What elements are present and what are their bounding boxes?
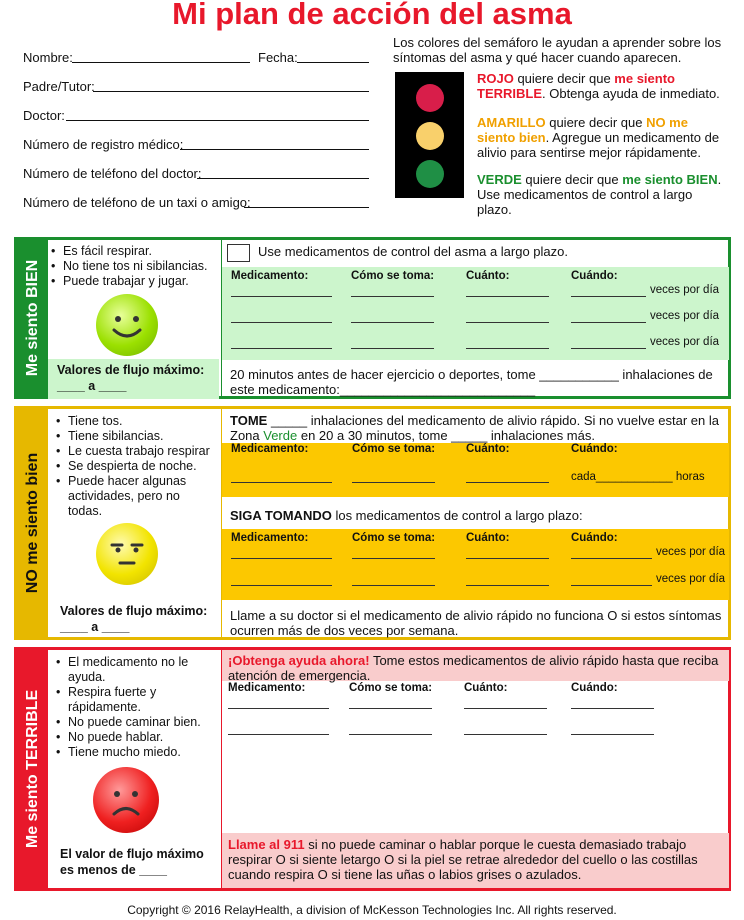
yellow-symptoms xyxy=(56,414,216,519)
list-item: • Tiene sibilancias. xyxy=(56,429,216,444)
med-field[interactable] xyxy=(228,708,329,709)
col-header-cuando: Cuándo: xyxy=(571,443,618,455)
list-item: • No tiene tos ni sibilancias. xyxy=(51,259,208,274)
veces-label: veces por día xyxy=(650,284,720,296)
green-symptoms xyxy=(51,244,208,289)
col-header-cuanto: Cuánto: xyxy=(466,270,510,282)
record-label: Número de registro médico: xyxy=(23,137,184,152)
when-field[interactable] xyxy=(571,322,646,323)
green-med-table xyxy=(222,267,729,360)
how-field[interactable] xyxy=(352,558,435,559)
happy-face-icon xyxy=(96,294,158,356)
col-header-cuando: Cuándo: xyxy=(571,270,618,282)
page-title: Mi plan de acción del asma xyxy=(172,0,572,31)
when-field[interactable] xyxy=(571,585,652,586)
date-label: Fecha: xyxy=(258,50,298,65)
yellow-zone xyxy=(14,406,731,640)
med-field[interactable] xyxy=(231,558,332,559)
when-field[interactable] xyxy=(571,558,652,559)
when-field[interactable] xyxy=(571,296,646,297)
doctor-field[interactable] xyxy=(66,120,369,121)
how-field[interactable] xyxy=(349,708,432,709)
help-text: ¡Obtenga ayuda ahora! Tome estos medicamentos de alivio rápido hasta que reciba atención de emergencia. xyxy=(228,653,719,683)
neutral-face-icon xyxy=(96,523,158,585)
traffic-light-icon xyxy=(395,72,464,198)
list-item: • Es fácil respirar. xyxy=(51,244,208,259)
med-field[interactable] xyxy=(228,734,329,735)
green-flow-range[interactable]: ____ a ____ xyxy=(57,379,127,393)
control-checkbox[interactable] xyxy=(227,244,250,262)
list-item: • No puede hablar. xyxy=(56,730,214,745)
veces-label: veces por día xyxy=(656,573,726,585)
amount-field[interactable] xyxy=(466,322,549,323)
how-field[interactable] xyxy=(351,322,434,323)
green-right-panel xyxy=(221,240,728,396)
date-field[interactable] xyxy=(297,62,369,63)
doctor-phone-field[interactable] xyxy=(197,178,369,179)
veces-label: veces por día xyxy=(656,546,726,558)
yellow-right-panel xyxy=(221,409,728,637)
green-flow-label: Valores de flujo máximo: xyxy=(57,363,205,377)
call-text: Llame al 911 si no puede caminar o hablar porque le cuesta demasiado trabajo respirar O si siente letargo O si la piel se retrae alrededor del cuello o las costillas cuando respira O si tiene las uñas o labios grises o azulados. xyxy=(228,837,698,882)
doctor-label: Doctor: xyxy=(23,108,65,123)
checkbox-label: Use medicamentos de control del asma a largo plazo. xyxy=(258,244,568,259)
how-field[interactable] xyxy=(351,296,434,297)
exercise-text: 20 minutos antes de hacer ejercicio o deportes, tome ___________ inhalaciones de este medicamento:___________________________ xyxy=(230,367,713,397)
yellow-light-icon xyxy=(416,122,444,150)
col-header-cuanto: Cuánto: xyxy=(464,682,508,694)
list-item: • Tiene tos. xyxy=(56,414,216,429)
list-item: • Le cuesta trabajo respirar xyxy=(56,444,216,459)
med-field[interactable] xyxy=(231,296,332,297)
yellow-med-table-2 xyxy=(222,529,729,600)
col-header-como: Cómo se toma: xyxy=(351,270,435,282)
tome-text: TOME _____ inhalaciones del medicamento de alivio rápido. Si no vuelve estar en la Zona Verde en 20 a 30 minutos, tome _____ inhalaciones más. xyxy=(230,413,720,443)
when-field[interactable] xyxy=(571,348,646,349)
col-header-cuando: Cuándo: xyxy=(571,532,618,544)
list-item: • El medicamento no le ayuda. xyxy=(56,655,214,685)
parent-label: Padre/Tutor: xyxy=(23,79,95,94)
green-left-panel xyxy=(48,240,219,396)
how-field[interactable] xyxy=(351,348,434,349)
col-header-como: Cómo se toma: xyxy=(352,532,436,544)
amount-field[interactable] xyxy=(466,348,549,349)
veces-label: veces por día xyxy=(650,310,720,322)
yellow-flow-range[interactable]: ____ a ____ xyxy=(60,620,130,634)
amount-field[interactable] xyxy=(466,482,549,483)
red-symptoms xyxy=(56,655,214,760)
green-light-icon xyxy=(416,160,444,188)
record-field[interactable] xyxy=(180,149,369,150)
how-field[interactable] xyxy=(349,734,432,735)
when-field[interactable] xyxy=(571,734,654,735)
amount-field[interactable] xyxy=(466,558,549,559)
footer: Copyright © 2016 RelayHealth, a division of McKesson Technologies Inc. All rights reserved. xyxy=(127,903,617,917)
col-header-cuanto: Cuánto: xyxy=(466,443,510,455)
legend-yellow: AMARILLO quiere decir que NO me siento bien. Agregue un medicamento de alivio para sentirse mejor rápidamente. xyxy=(477,115,720,160)
med-field[interactable] xyxy=(231,322,332,323)
list-item: • Puede trabajar y jugar. xyxy=(51,274,208,289)
col-header-medicamento: Medicamento: xyxy=(231,443,309,455)
cada-label: cada____________ horas xyxy=(571,471,705,483)
name-field[interactable] xyxy=(72,62,250,63)
list-item: • Se despierta de noche. xyxy=(56,459,216,474)
green-zone-tab: Me siento BIEN xyxy=(17,240,48,396)
list-item: • No puede caminar bien. xyxy=(56,715,214,730)
siga-text: SIGA TOMANDO los medicamentos de control a largo plazo: xyxy=(230,508,583,523)
col-header-cuanto: Cuánto: xyxy=(466,532,510,544)
red-right-panel xyxy=(221,650,728,888)
legend-red: ROJO quiere decir que me siento TERRIBLE. Obtenga ayuda de inmediato. xyxy=(477,71,720,101)
veces-label: veces por día xyxy=(650,336,720,348)
list-item: • Puede hacer algunas actividades, pero no todas. xyxy=(56,474,216,519)
col-header-medicamento: Medicamento: xyxy=(228,682,306,694)
sad-face-icon xyxy=(93,767,159,833)
taxi-phone-field[interactable] xyxy=(244,207,369,208)
med-field[interactable] xyxy=(231,585,332,586)
red-light-icon xyxy=(416,84,444,112)
col-header-medicamento: Medicamento: xyxy=(231,532,309,544)
parent-field[interactable] xyxy=(93,91,369,92)
legend-green: VERDE quiere decir que me siento BIEN. Use medicamentos de control a largo plazo. xyxy=(477,172,722,217)
how-field[interactable] xyxy=(352,585,435,586)
red-zone-tab: Me siento TERRIBLE xyxy=(17,650,48,888)
legend-intro: Los colores del semáforo le ayudan a aprender sobre los síntomas del asma y qué hacer cuando aparecen. xyxy=(393,35,722,65)
red-left-panel xyxy=(48,650,220,888)
amount-field[interactable] xyxy=(466,585,549,586)
list-item: • Tiene mucho miedo. xyxy=(56,745,214,760)
when-field[interactable] xyxy=(571,708,654,709)
med-field[interactable] xyxy=(231,482,332,483)
med-field[interactable] xyxy=(231,348,332,349)
doctor-phone-label: Número de teléfono del doctor: xyxy=(23,166,202,181)
amount-field[interactable] xyxy=(464,734,547,735)
col-header-como: Cómo se toma: xyxy=(349,682,433,694)
col-header-medicamento: Medicamento: xyxy=(231,270,309,282)
name-label: Nombre: xyxy=(23,50,73,65)
yellow-zone-tab: NO me siento bien xyxy=(17,409,48,637)
col-header-como: Cómo se toma: xyxy=(352,443,436,455)
col-header-cuando: Cuándo: xyxy=(571,682,618,694)
list-item: • Respira fuerte y rápidamente. xyxy=(56,685,214,715)
yellow-left-panel xyxy=(48,409,220,637)
taxi-phone-label: Número de teléfono de un taxi o amigo: xyxy=(23,195,251,210)
yellow-med-table-1 xyxy=(222,443,729,497)
yellow-flow-label: Valores de flujo máximo: xyxy=(60,604,208,618)
green-zone xyxy=(14,237,731,399)
red-zone xyxy=(14,647,731,891)
amount-field[interactable] xyxy=(466,296,549,297)
amount-field[interactable] xyxy=(464,708,547,709)
red-flow-label: El valor de flujo máximo es menos de ____ xyxy=(60,847,204,877)
llame-text: Llame a su doctor si el medicamento de alivio rápido no funciona O si estos síntomas ocurren más de dos veces por semana. xyxy=(230,608,722,638)
how-field[interactable] xyxy=(352,482,435,483)
